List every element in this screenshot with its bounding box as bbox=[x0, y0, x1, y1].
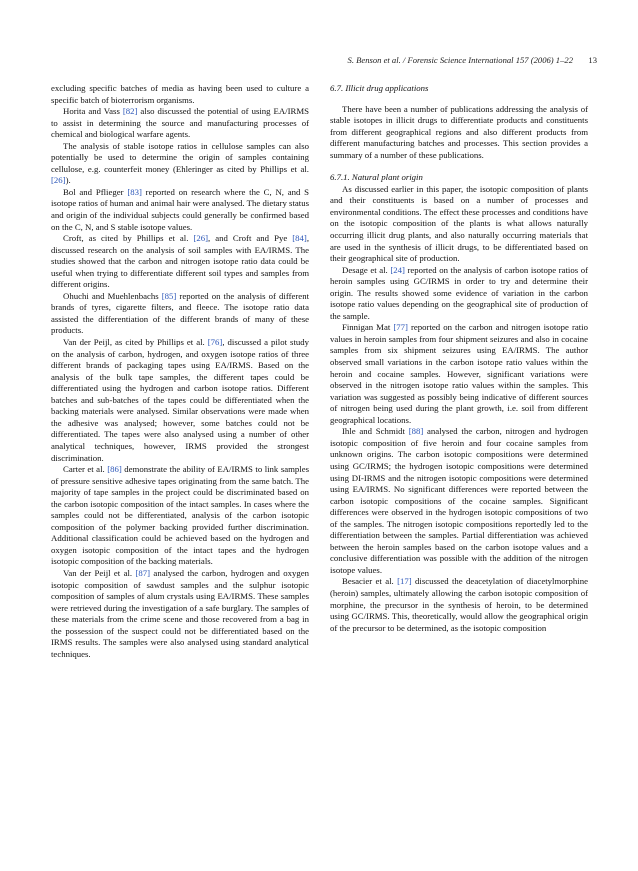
paragraph-text: Croft, as cited by Phillips et al. bbox=[63, 233, 194, 244]
paragraph-text: reported on the analysis of carbon isotope ratios of heroin samples using GC/IRMS in order to try and determine their origin. The results showed some evidence of variation in the carbon isotope ratio values depending on the geographical site of production of the sample. bbox=[330, 264, 588, 321]
paragraph bbox=[330, 322, 588, 426]
paragraph-text: Carter et al. bbox=[63, 464, 108, 475]
right-column-body bbox=[330, 184, 588, 634]
paragraph-text: As discussed earlier in this paper, the isotopic composition of plants and their constituents is based on a number of processes and environmental conditions. The effect these processes and conditions have on the isotopic composition of the plants is what allows naturally occurring illicit drug plants, and also naturally occurring materials that are used in the synthesis of illicit drugs, to be differentiated based on their geographical site of production. bbox=[330, 183, 588, 264]
paragraph-text: Bol and Pflieger bbox=[63, 186, 128, 197]
paragraph bbox=[330, 265, 588, 323]
citation-link[interactable]: [88] bbox=[408, 426, 424, 437]
section-heading: 6.7. Illicit drug applications bbox=[330, 83, 429, 93]
citation-link[interactable]: [26] bbox=[193, 233, 209, 244]
subsection-heading: 6.7.1. Natural plant origin bbox=[330, 172, 423, 183]
paragraph-text: , discussed a pilot study on the analysis of carbon, hydrogen, and oxygen isotope ratios of three different brands of packaging tapes using EA/IRMS. Based on the analysis of the bulk tape samples, the different tapes could be differentiated using the hydrogen and carbon isotope ratios. Different batches and sub-batches of the tapes could be differentiated when the backing materials were analysed. Similar observations were made when the adhesive was analysed; however, some batches could not be differentiated. The tapes were also analysed using a number of other analytical techniques, however, IRMS provided the strongest discrimination. bbox=[51, 337, 309, 463]
citation-link[interactable]: [86] bbox=[107, 464, 122, 475]
paragraph bbox=[51, 568, 309, 660]
section-intro bbox=[330, 104, 588, 162]
paragraph-text: Desage et al. bbox=[342, 264, 391, 275]
paragraph-text: Van der Peijl, as cited by Phillips et al. bbox=[63, 337, 208, 348]
paragraph bbox=[330, 104, 588, 162]
paragraph-text: reported on research where the C, N, and S isotope ratios of human and animal hair were analysed. The dietary status and origin of the individual subjects could generally be confirmed based on the C, N, and S stable isotope values. bbox=[51, 186, 310, 232]
paragraph-text: also discussed the potential of using EA/IRMS to assist in determining the source and manufacturing processes of chemical and biological warfare agents. bbox=[51, 106, 310, 140]
paragraph-text: The analysis of stable isotope ratios in cellulose samples can also potentially be used to determine the origin of samples containing cellulose, e.g. counterfeit money (Ehleringer as cited by Phillips et al. bbox=[51, 140, 309, 174]
left-column-body bbox=[51, 83, 309, 660]
paragraph-text: reported on the analysis of different brands of tyres, cigarette filters, and fleece. The isotope ratio data assisted the differentiation of the different brands of many of these products. bbox=[51, 290, 309, 336]
paragraph bbox=[330, 576, 588, 634]
paragraph-text: Horita and Vass bbox=[63, 106, 123, 117]
paragraph bbox=[51, 83, 309, 106]
citation-link[interactable]: [87] bbox=[135, 567, 151, 578]
paragraph-text: excluding specific batches of media as having been used to culture a specific batch of bioterrorism organisms. bbox=[51, 83, 309, 105]
paragraph-text: Ohuchi and Muehlenbachs bbox=[63, 290, 162, 301]
citation-link[interactable]: [82] bbox=[122, 106, 138, 117]
paragraph bbox=[51, 187, 309, 233]
paragraph bbox=[51, 141, 309, 187]
paragraph-text: discussed the deacetylation of diacetylmorphine (heroin) samples, ultimately allowing the carbon isotopic composition of morphine, the precursor in the synthesis of heroin, to be determined using GC/IRMS. This, theoretically, would allow the geographical origin of the precursor to be determined, as the isotopic composition bbox=[330, 576, 588, 633]
citation-link[interactable]: [77] bbox=[393, 322, 408, 333]
paragraph-text: demonstrate the ability of EA/IRMS to link samples of pressure sensitive adhesive tapes originating from the same batch. The majority of tape samples in the project could be discriminated based on the carbon isotopic composition of the intact samples. In cases where the samples could not be differentiated, analysis of the carbon isotopic composition of the polymer backing provided further discrimination. Additional classification could be achieved based on the hydrogen and oxygen isotopic composition of the intact tapes and the hydrogen isotopic composition of the backing materials. bbox=[51, 464, 310, 567]
paragraph bbox=[51, 291, 309, 337]
citation-link[interactable]: [84] bbox=[292, 233, 307, 244]
paragraph-text: reported on the carbon and nitrogen isotope ratio values in heroin samples from four shipment seizures and also in cocaine samples from six shipment seizures using EA/IRMS. The author observed small variations in the carbon isotope ratio values within the heroin and cocaine samples. However, significant variations were observed in the nitrogen isotope ratio values within the samples. This variation was suggested as possibly being indicative of different sources of nitrogen being used during the plant growth, i.e. soil from different geographical locations. bbox=[330, 322, 588, 425]
paragraph-text: Van der Peijl et al. bbox=[63, 567, 136, 578]
paragraph bbox=[51, 337, 309, 464]
paragraph-text: Besacier et al. bbox=[342, 576, 398, 587]
paragraph bbox=[330, 426, 588, 576]
paragraph-text: Ihle and Schmidt bbox=[342, 426, 409, 437]
paragraph bbox=[330, 184, 588, 265]
paragraph-text: , and Croft and Pye bbox=[208, 233, 293, 244]
citation-link[interactable]: [76] bbox=[207, 337, 223, 348]
citation-link[interactable]: [24] bbox=[390, 264, 405, 275]
paragraph bbox=[51, 106, 309, 141]
paragraph-text: ). bbox=[65, 175, 71, 186]
citation-link[interactable]: [85] bbox=[161, 290, 177, 301]
running-head: S. Benson et al. / Forensic Science International 157 (2006) 1–22 bbox=[347, 55, 573, 65]
paragraph-text: analysed the carbon, nitrogen and hydrogen isotopic composition of five heroin and four cocaine samples from unknown origins. The carbon isotopic compositions were determined using GC/IRMS; the hydrogen isotopic compositions were determined using DI-IRMS and the nitrogen isotopic compositions were determined using EA/IRMS. No significant differences were reported between the carbon isotopic compositions of the cocaine samples. Significant differences were observed in the hydrogen isotopic compositions of two of the samples. The nitrogen isotopic compositions reportedly led to the differentiation between the samples. Partial differentiation was achieved between the heroin samples based on the carbon isotope values and a conclusive differentiation was possible with the addition of the nitrogen isotope values. bbox=[330, 426, 589, 575]
citation-link[interactable]: [83] bbox=[127, 186, 142, 197]
paragraph-text: , discussed research on the analysis of soil samples with EA/IRMS. The studies showed that the carbon and nitrogen isotope ratio data could be useful when trying to differentiate different soil types and samples from different origins. bbox=[51, 233, 309, 290]
paragraph bbox=[51, 464, 309, 568]
page-number: 13 bbox=[588, 55, 597, 65]
right-column bbox=[330, 83, 588, 803]
paragraph-text: There have been a number of publications addressing the analysis of stable isotopes in illicit drugs to differentiate products and constituents from different geographical regions and also different products from different manufacturing batches and processes. This section provides a summary of a number of these publications. bbox=[330, 103, 588, 160]
citation-link[interactable]: [17] bbox=[397, 576, 412, 587]
paragraph-text: Finnigan Mat bbox=[342, 322, 394, 333]
paragraph bbox=[51, 233, 309, 291]
left-column bbox=[51, 83, 309, 803]
citation-link[interactable]: [26] bbox=[51, 175, 66, 186]
paragraph-text: analysed the carbon, hydrogen and oxygen isotopic composition of sawdust samples and the sulphur isotopic composition of samples of alum crystals using EA/IRMS. These samples were retrieved during the investigation of a safe burglary. The samples of these materials from the crime scene and those recovered from a bag in the possession of the suspect could not be differentiated based on the IRMS results. The samples were also analysed using standard analytical techniques. bbox=[51, 567, 309, 659]
